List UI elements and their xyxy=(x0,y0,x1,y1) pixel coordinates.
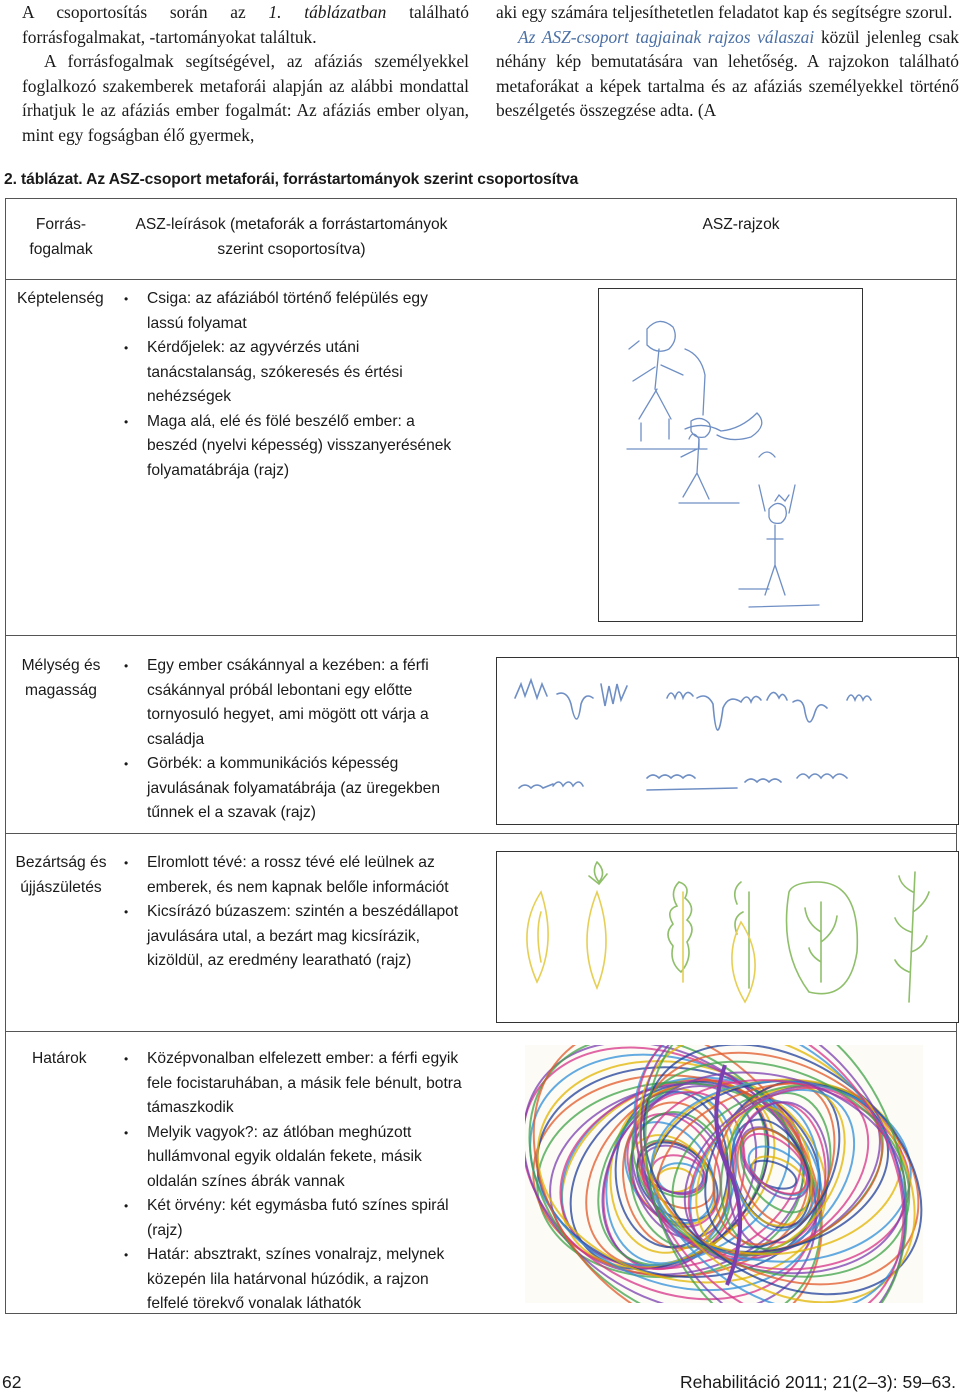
header-drawings: ASZ-rajzok xyxy=(702,216,780,233)
list-item: • Határ: absztrakt, színes vonalrajz, melynek közepén lila határvonal húzódik, a rajzon felfelé törekvő vonalak láthatók xyxy=(122,1243,462,1317)
list-item: • Elromlott tévé: a rossz tévé elé leülnek az emberek, és nem kapnak belőle információt xyxy=(122,851,462,900)
list-item: • Maga alá, elé és fölé beszélő ember: a beszéd (nyelvi képesség) visszanyerésének folyamatábrája (rajz) xyxy=(122,410,462,484)
figures-sketch xyxy=(599,289,862,621)
paragraph xyxy=(496,25,959,123)
journal-citation: Rehabilitáció 2011; 21(2–3): 59–63. xyxy=(680,1372,956,1392)
drawing-sprouting-seed xyxy=(496,851,959,1023)
source-line: újjászületés xyxy=(20,878,102,896)
drawing-two-vortices xyxy=(525,1045,923,1303)
row-divider xyxy=(6,279,956,280)
drawing-figures-speaking xyxy=(598,288,863,622)
source-line: magasság xyxy=(25,681,97,699)
source-line: Bezártság és xyxy=(15,854,107,871)
body-text-left-column xyxy=(22,0,469,148)
text-run: A csoportosítás során az xyxy=(22,2,269,22)
list-item: • Csiga: az afáziából történő felépülés egy lassú folyamat xyxy=(122,287,462,336)
spiral-scribble xyxy=(525,1045,923,1303)
text-run: közül jelenleg csak néhány kép bemutatására van lehetőség. A rajzokon található metaforákat a képek tartalma és az afáziás személyekkel történő beszélgetés összegzése adta. (A xyxy=(496,26,959,121)
header-line: szerint csoportosítva) xyxy=(217,240,366,258)
row-divider xyxy=(6,1031,956,1032)
metaphor-table xyxy=(5,198,957,1314)
curves-sketch xyxy=(497,658,958,824)
drawing-curves xyxy=(496,657,959,825)
body-text-right-column xyxy=(496,0,959,123)
row-descriptions-boundaries xyxy=(122,1047,462,1317)
paragraph: A forrásfogalmak segítségével, az afáziás személyekkel foglalkozó szakemberek metaforái alapján az alábbi mondattal írhatjuk le az afáziás ember fogalmát: Az afáziás ember olyan, mint egy fogságban élő gyermek, xyxy=(22,51,469,145)
row-divider xyxy=(6,635,956,636)
row-descriptions-confinement-rebirth xyxy=(122,851,462,974)
table-reference: 1. táblázatban xyxy=(268,2,387,22)
list-item: • Egy ember csákánnyal a kezében: a férfi csákánnyal próbál lebontani egy előtte tornyosuló hegyet, ami mögött ott várja a családja xyxy=(122,654,462,752)
paragraph xyxy=(22,0,469,49)
row-source-inability: Képtelenség xyxy=(17,290,104,307)
page-number: 62 xyxy=(2,1372,22,1392)
list-item: • Kicsírázó búzaszem: szintén a beszédállapot javulására utal, a bezárt mag kicsírázik, kizöldül, az eredmény learatható (rajz) xyxy=(122,900,462,974)
header-descriptions xyxy=(123,213,460,262)
highlighted-phrase: Az ASZ-csoport tagjainak rajzos válaszai xyxy=(518,26,815,47)
row-descriptions-inability xyxy=(122,287,462,483)
header-line: fogalmak xyxy=(29,240,93,258)
header-line: ASZ-leírások (metaforák a forrástartományok xyxy=(135,216,448,233)
list-item: • Melyik vagyok?: az átlóban meghúzott hullámvonal egyik oldalán fekete, másik oldalán színes ábrák vannak xyxy=(122,1121,462,1195)
row-source-boundaries: Határok xyxy=(32,1050,87,1067)
list-item: • Görbék: a kommunikációs képesség javulásának folyamatábrája (az üregekben tűnnek el a szavak (rajz) xyxy=(122,752,462,826)
row-descriptions-depth-height xyxy=(122,654,462,826)
row-source-confinement-rebirth xyxy=(14,851,108,900)
table-caption: 2. táblázat. Az ASZ-csoport metaforái, forrástartományok szerint csoportosítva xyxy=(4,171,579,188)
seed-sketch xyxy=(497,852,958,1022)
header-source-concepts xyxy=(24,213,98,262)
row-source-depth-height xyxy=(20,654,102,703)
list-item: • Két örvény: két egymásba futó színes spirál (rajz) xyxy=(122,1194,462,1243)
text-run: található forrásfogalmakat, -tartományokat találtuk. xyxy=(22,2,470,47)
row-divider xyxy=(6,833,956,834)
list-item: • Középvonalban elfelezett ember: a férfi egyik fele focistaruhában, a másik fele bénult, botra támaszkodik xyxy=(122,1047,462,1121)
source-line: Mélység és xyxy=(21,657,101,674)
header-line: Forrás- xyxy=(35,216,87,233)
paragraph: aki egy számára teljesíthetetlen feladatot kap és segítségre szorul. xyxy=(496,2,953,22)
list-item: • Kérdőjelek: az agyvérzés utáni tanácstalanság, szókeresés és értési nehézségek xyxy=(122,336,462,410)
